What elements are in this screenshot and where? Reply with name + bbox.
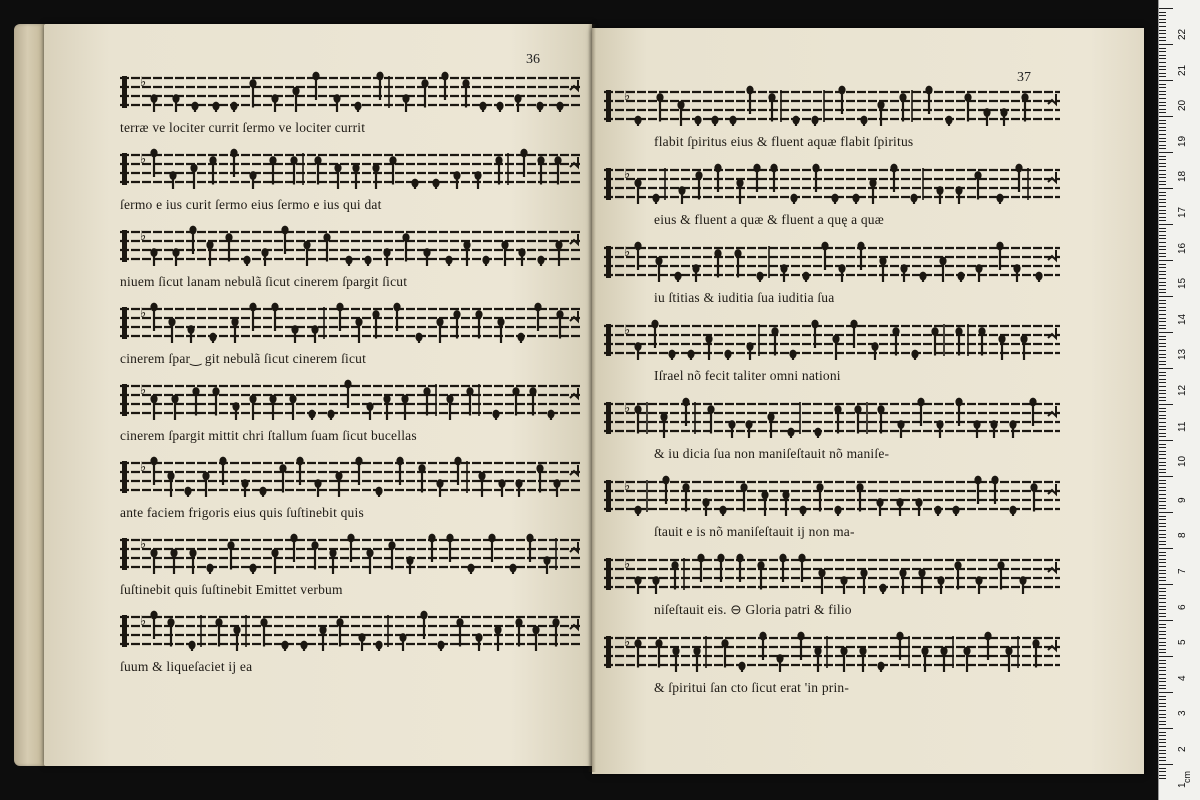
ruler-tick xyxy=(1159,318,1166,319)
ruler-tick xyxy=(1159,562,1166,563)
ruler-tick xyxy=(1159,724,1166,725)
ruler-label: 12 xyxy=(1177,384,1188,396)
ruler-tick xyxy=(1159,76,1166,77)
ruler-tick xyxy=(1159,148,1166,149)
ruler-tick xyxy=(1159,184,1166,185)
ruler-tick xyxy=(1159,555,1166,556)
ruler-tick xyxy=(1159,134,1166,135)
ruler-label: 6 xyxy=(1177,604,1188,610)
ruler-tick xyxy=(1159,703,1166,704)
ruler-tick xyxy=(1159,307,1166,308)
ruler-tick xyxy=(1159,638,1166,639)
ruler-tick xyxy=(1159,224,1173,225)
svg-text:♭: ♭ xyxy=(624,245,631,260)
ruler-tick xyxy=(1159,627,1166,628)
chant-staff xyxy=(604,630,1060,674)
ruler-label: 15 xyxy=(1177,278,1188,290)
ruler-tick xyxy=(1159,537,1166,538)
chant-staff xyxy=(120,224,582,268)
ruler-tick xyxy=(1159,127,1166,128)
ruler-tick xyxy=(1159,375,1166,376)
ruler-tick xyxy=(1159,552,1166,553)
lyric-line: ſermo e ius curit ſermo eius ſermo e ius qui dat xyxy=(120,197,382,212)
ruler-tick xyxy=(1159,706,1166,707)
ruler-tick xyxy=(1159,282,1166,283)
ruler-tick xyxy=(1159,688,1166,689)
ruler-tick xyxy=(1159,710,1166,711)
ruler-tick xyxy=(1159,444,1166,445)
ruler-tick xyxy=(1159,120,1166,121)
page-number-left: 36 xyxy=(526,52,540,67)
ruler-label: 5 xyxy=(1177,639,1188,646)
ruler-tick xyxy=(1159,238,1166,239)
ruler-tick xyxy=(1159,440,1173,441)
ruler-tick xyxy=(1159,685,1166,686)
ruler-tick xyxy=(1159,530,1166,531)
ruler-tick xyxy=(1159,321,1166,322)
ruler-tick xyxy=(1159,656,1173,657)
ruler-tick xyxy=(1159,764,1173,765)
ruler-tick xyxy=(1159,642,1166,643)
ruler-label: 17 xyxy=(1177,206,1188,218)
ruler-label: 14 xyxy=(1177,313,1188,325)
ruler-tick xyxy=(1159,368,1173,369)
svg-text:♭: ♭ xyxy=(624,323,631,338)
ruler-tick xyxy=(1159,220,1166,221)
ruler-tick xyxy=(1159,462,1166,463)
ruler-tick xyxy=(1159,498,1166,499)
ruler-tick xyxy=(1159,584,1173,585)
ruler-tick xyxy=(1159,289,1166,290)
ruler-tick xyxy=(1159,415,1166,416)
ruler-tick xyxy=(1159,447,1166,448)
ruler-tick xyxy=(1159,732,1166,733)
ruler-tick xyxy=(1159,274,1166,275)
ruler-tick xyxy=(1159,559,1166,560)
ruler-tick xyxy=(1159,775,1166,776)
ruler-tick xyxy=(1159,613,1166,614)
ruler-tick xyxy=(1159,631,1166,632)
ruler-tick xyxy=(1159,292,1166,293)
ruler-label: 20 xyxy=(1177,100,1188,112)
ruler-tick xyxy=(1159,771,1166,772)
ruler-tick xyxy=(1159,620,1173,621)
ruler-label: 22 xyxy=(1177,28,1188,40)
ruler-tick xyxy=(1159,346,1166,347)
ruler-tick xyxy=(1159,213,1166,214)
page-number-right: 37 xyxy=(1017,70,1031,85)
ruler-tick xyxy=(1159,51,1166,52)
ruler-tick xyxy=(1159,458,1166,459)
ruler-tick xyxy=(1159,616,1166,617)
ruler-tick xyxy=(1159,231,1166,232)
ruler-tick xyxy=(1159,141,1166,142)
ruler-tick xyxy=(1159,508,1166,509)
ruler-tick xyxy=(1159,717,1166,718)
chant-staff xyxy=(604,474,1060,518)
svg-text:♭: ♭ xyxy=(624,401,631,416)
ruler-tick xyxy=(1159,494,1166,495)
ruler-tick xyxy=(1159,159,1166,160)
lyric-line: ſuſtinebit quis ſuſtinebit Emittet verbum xyxy=(120,582,343,597)
ruler-tick xyxy=(1159,490,1166,491)
ruler-tick xyxy=(1159,278,1166,279)
ruler-tick xyxy=(1159,296,1173,297)
ruler-tick xyxy=(1159,339,1166,340)
chant-staff xyxy=(120,609,582,653)
ruler-tick xyxy=(1159,580,1166,581)
ruler-tick xyxy=(1159,480,1166,481)
ruler-tick xyxy=(1159,364,1166,365)
ruler-tick xyxy=(1159,152,1173,153)
lyric-line: ſtauit e is nõ maniſeſtauit ij non ma- xyxy=(654,524,855,539)
ruler-tick xyxy=(1159,757,1166,758)
ruler-tick xyxy=(1159,314,1166,315)
ruler-tick xyxy=(1159,166,1166,167)
ruler-tick xyxy=(1159,544,1166,545)
ruler-tick xyxy=(1159,760,1166,761)
ruler-tick xyxy=(1159,577,1166,578)
lyric-line: niſeſtauit eis. ⊖ Gloria patri & filio xyxy=(654,602,852,617)
ruler-tick xyxy=(1159,472,1166,473)
ruler-tick xyxy=(1159,465,1166,466)
ruler-tick xyxy=(1159,570,1166,571)
lyric-line: iu ſtitias & iuditia ſua iuditia ſua xyxy=(654,290,835,305)
ruler-tick xyxy=(1159,26,1166,27)
ruler-tick xyxy=(1159,332,1173,333)
ruler-tick xyxy=(1159,742,1166,743)
ruler-tick xyxy=(1159,422,1166,423)
ruler-tick xyxy=(1159,408,1166,409)
ruler-tick xyxy=(1159,145,1166,146)
ruler-tick xyxy=(1159,328,1166,329)
ruler-tick xyxy=(1159,87,1166,88)
ruler-label: 10 xyxy=(1177,456,1188,468)
ruler-tick xyxy=(1159,174,1166,175)
ruler-label: 13 xyxy=(1177,349,1188,361)
ruler-tick xyxy=(1159,591,1166,592)
ruler-tick xyxy=(1159,246,1166,247)
ruler-tick xyxy=(1159,30,1166,31)
lyric-line: ſuum & liqueſaciet ij ea xyxy=(120,659,253,674)
ruler-tick xyxy=(1159,336,1166,337)
svg-text:♭: ♭ xyxy=(624,89,631,104)
ruler-tick xyxy=(1159,746,1166,747)
ruler-tick xyxy=(1159,195,1166,196)
chant-staff xyxy=(604,318,1060,362)
ruler-tick xyxy=(1159,516,1166,517)
ruler-label: 19 xyxy=(1177,135,1188,147)
ruler-tick xyxy=(1159,33,1166,34)
svg-text:♭: ♭ xyxy=(624,635,631,650)
ruler-tick xyxy=(1159,678,1166,679)
ruler-tick xyxy=(1159,397,1166,398)
ruler-tick xyxy=(1159,667,1166,668)
ruler-tick xyxy=(1159,55,1166,56)
ruler-tick xyxy=(1159,411,1166,412)
chant-staff xyxy=(120,378,582,422)
lyric-line: eius & fluent a quæ & fluent a quę a quæ xyxy=(654,212,884,227)
ruler-tick xyxy=(1159,595,1166,596)
ruler-tick xyxy=(1159,379,1166,380)
ruler-tick xyxy=(1159,606,1166,607)
ruler-tick xyxy=(1159,202,1166,203)
ruler-tick xyxy=(1159,454,1166,455)
chant-staff xyxy=(604,396,1060,440)
ruler-tick xyxy=(1159,22,1166,23)
ruler-tick xyxy=(1159,566,1166,567)
ruler-label: 1 xyxy=(1177,782,1188,788)
ruler-tick xyxy=(1159,256,1166,257)
ruler-tick xyxy=(1159,674,1166,675)
ruler-tick xyxy=(1159,696,1166,697)
ruler-tick xyxy=(1159,325,1166,326)
lyric-line: & iu dicia ſua non maniſeſtauit nõ maniſe- xyxy=(654,446,890,461)
ruler-tick xyxy=(1159,778,1166,779)
ruler-tick xyxy=(1159,699,1166,700)
ruler-label: 18 xyxy=(1177,171,1188,183)
ruler-tick xyxy=(1159,350,1166,351)
ruler-tick xyxy=(1159,652,1166,653)
book-page-edges xyxy=(14,24,48,766)
ruler-tick xyxy=(1159,242,1166,243)
ruler-tick xyxy=(1159,310,1166,311)
svg-text:♭: ♭ xyxy=(140,152,147,167)
ruler-tick xyxy=(1159,372,1166,373)
ruler-tick xyxy=(1159,303,1166,304)
ruler-tick xyxy=(1159,253,1166,254)
ruler-tick xyxy=(1159,48,1166,49)
ruler-tick xyxy=(1159,433,1166,434)
ruler-tick xyxy=(1159,714,1166,715)
svg-text:♭: ♭ xyxy=(140,537,147,552)
ruler-tick xyxy=(1159,105,1166,106)
ruler-tick xyxy=(1159,681,1166,682)
ruler-tick xyxy=(1159,123,1166,124)
ruler-tick xyxy=(1159,138,1166,139)
ruler-tick xyxy=(1159,534,1166,535)
ruler-tick xyxy=(1159,343,1166,344)
ruler-label: 16 xyxy=(1177,242,1188,254)
ruler-tick xyxy=(1159,750,1166,751)
ruler-tick xyxy=(1159,660,1166,661)
svg-text:♭: ♭ xyxy=(140,306,147,321)
chant-staff xyxy=(120,532,582,576)
ruler-tick xyxy=(1159,609,1166,610)
ruler-tick xyxy=(1159,192,1166,193)
ruler-tick xyxy=(1159,483,1166,484)
ruler-tick xyxy=(1159,523,1166,524)
ruler-tick xyxy=(1159,206,1166,207)
ruler-label: 11 xyxy=(1177,421,1188,432)
ruler-tick xyxy=(1159,260,1173,261)
svg-text:♭: ♭ xyxy=(140,614,147,629)
ruler-tick xyxy=(1159,170,1166,171)
ruler-tick xyxy=(1159,426,1166,427)
ruler-tick xyxy=(1159,588,1166,589)
ruler-label: 2 xyxy=(1177,746,1188,752)
chant-staff xyxy=(604,84,1060,128)
ruler-tick xyxy=(1159,116,1173,117)
ruler-tick xyxy=(1159,249,1166,250)
ruler-tick xyxy=(1159,300,1166,301)
ruler-tick xyxy=(1159,357,1166,358)
ruler-tick xyxy=(1159,487,1166,488)
ruler-tick xyxy=(1159,94,1166,95)
ruler-tick xyxy=(1159,15,1166,16)
ruler-tick xyxy=(1159,84,1166,85)
ruler-tick xyxy=(1159,66,1166,67)
chant-staff xyxy=(604,240,1060,284)
ruler-tick xyxy=(1159,400,1166,401)
ruler-tick xyxy=(1159,73,1166,74)
ruler-label: 21 xyxy=(1177,64,1188,76)
svg-text:♭: ♭ xyxy=(624,167,631,182)
ruler-tick xyxy=(1159,526,1166,527)
ruler-tick xyxy=(1159,217,1166,218)
ruler-tick xyxy=(1159,649,1166,650)
chant-staff xyxy=(120,70,582,114)
ruler-tick xyxy=(1159,8,1173,9)
ruler-tick xyxy=(1159,735,1166,736)
ruler-tick xyxy=(1159,519,1166,520)
lyric-line: cinerem ſpar‿ git nebulã ſicut cinerem ſicut xyxy=(120,351,367,366)
ruler-tick xyxy=(1159,163,1166,164)
ruler-tick xyxy=(1159,692,1173,693)
ruler-tick xyxy=(1159,44,1173,45)
ruler-tick xyxy=(1159,98,1166,99)
ruler-tick xyxy=(1159,109,1166,110)
ruler-tick xyxy=(1159,271,1166,272)
ruler-tick xyxy=(1159,235,1166,236)
ruler-tick xyxy=(1159,199,1166,200)
ruler-tick xyxy=(1159,602,1166,603)
svg-text:♭: ♭ xyxy=(140,460,147,475)
ruler-label: 7 xyxy=(1177,568,1188,574)
ruler-tick xyxy=(1159,386,1166,387)
ruler-tick xyxy=(1159,768,1166,769)
ruler-tick xyxy=(1159,573,1166,574)
ruler-tick xyxy=(1159,181,1166,182)
lyric-line: ante faciem frigoris eius quis ſuſtinebit quis xyxy=(120,505,364,520)
ruler-tick xyxy=(1159,663,1166,664)
ruler-tick xyxy=(1159,188,1173,189)
ruler-tick xyxy=(1159,80,1173,81)
ruler-tick xyxy=(1159,130,1166,131)
ruler-tick xyxy=(1159,210,1166,211)
chant-staff xyxy=(604,162,1060,206)
measurement-ruler xyxy=(1158,0,1200,800)
ruler-tick xyxy=(1159,469,1166,470)
ruler-tick xyxy=(1159,753,1166,754)
ruler-tick xyxy=(1159,62,1166,63)
ruler-tick xyxy=(1159,436,1166,437)
svg-text:♭: ♭ xyxy=(624,479,631,494)
ruler-tick xyxy=(1159,58,1166,59)
ruler-tick xyxy=(1159,418,1166,419)
lyric-line: terræ ve lociter currit ſermo ve lociter currit xyxy=(120,120,366,135)
ruler-tick xyxy=(1159,37,1166,38)
ruler-tick xyxy=(1159,645,1166,646)
ruler-tick xyxy=(1159,624,1166,625)
ruler-tick xyxy=(1159,541,1166,542)
svg-text:♭: ♭ xyxy=(140,229,147,244)
svg-text:♭: ♭ xyxy=(140,75,147,90)
ruler-label: 8 xyxy=(1177,532,1188,539)
ruler-unit-label: cm xyxy=(1182,771,1192,783)
ruler-tick xyxy=(1159,19,1166,20)
ruler-tick xyxy=(1159,670,1166,671)
ruler-tick xyxy=(1159,548,1173,549)
ruler-tick xyxy=(1159,721,1166,722)
ruler-tick xyxy=(1159,264,1166,265)
ruler-tick xyxy=(1159,728,1173,729)
ruler-tick xyxy=(1159,505,1166,506)
lyric-line: niuem ſicut lanam nebulã ſicut cinerem ſpargit ſicut xyxy=(120,274,408,289)
ruler-tick xyxy=(1159,285,1166,286)
ruler-tick xyxy=(1159,91,1166,92)
svg-text:♭: ♭ xyxy=(624,557,631,572)
lyric-line: Iſrael nõ fecit taliter omni nationi xyxy=(654,368,841,383)
ruler-tick xyxy=(1159,69,1166,70)
ruler-tick xyxy=(1159,390,1166,391)
ruler-tick xyxy=(1159,476,1173,477)
ruler-tick xyxy=(1159,404,1173,405)
ruler-tick xyxy=(1159,354,1166,355)
ruler-tick xyxy=(1159,451,1166,452)
ruler-tick xyxy=(1159,634,1166,635)
lyric-line: flabit ſpiritus eius & fluent aquæ flabit ſpiritus xyxy=(654,134,914,149)
ruler-tick xyxy=(1159,267,1166,268)
ruler-label: 9 xyxy=(1177,497,1188,503)
ruler-tick xyxy=(1159,40,1166,41)
chant-staff xyxy=(120,147,582,191)
ruler-tick xyxy=(1159,228,1166,229)
ruler-tick xyxy=(1159,156,1166,157)
book-gutter xyxy=(588,24,596,772)
ruler-label: 4 xyxy=(1177,675,1188,681)
lyric-line: cinerem ſpargit mittit chri ſtallum ſuam ſicut bucellas xyxy=(120,428,417,443)
ruler-tick xyxy=(1159,177,1166,178)
ruler-tick xyxy=(1159,739,1166,740)
svg-text:♭: ♭ xyxy=(140,383,147,398)
ruler-tick xyxy=(1159,501,1166,502)
ruler-tick xyxy=(1159,102,1166,103)
ruler-tick xyxy=(1159,598,1166,599)
ruler-tick xyxy=(1159,512,1173,513)
ruler-tick xyxy=(1159,382,1166,383)
ruler-tick xyxy=(1159,429,1166,430)
chant-staff xyxy=(120,301,582,345)
ruler-tick xyxy=(1159,393,1166,394)
chant-staff xyxy=(120,455,582,499)
ruler-tick xyxy=(1159,12,1166,13)
ruler-label: 3 xyxy=(1177,710,1188,717)
lyric-line: & ſpiritui ſan cto ſicut erat 'in prin- xyxy=(654,680,850,695)
ruler-tick xyxy=(1159,112,1166,113)
ruler-tick xyxy=(1159,361,1166,362)
chant-staff xyxy=(604,552,1060,596)
